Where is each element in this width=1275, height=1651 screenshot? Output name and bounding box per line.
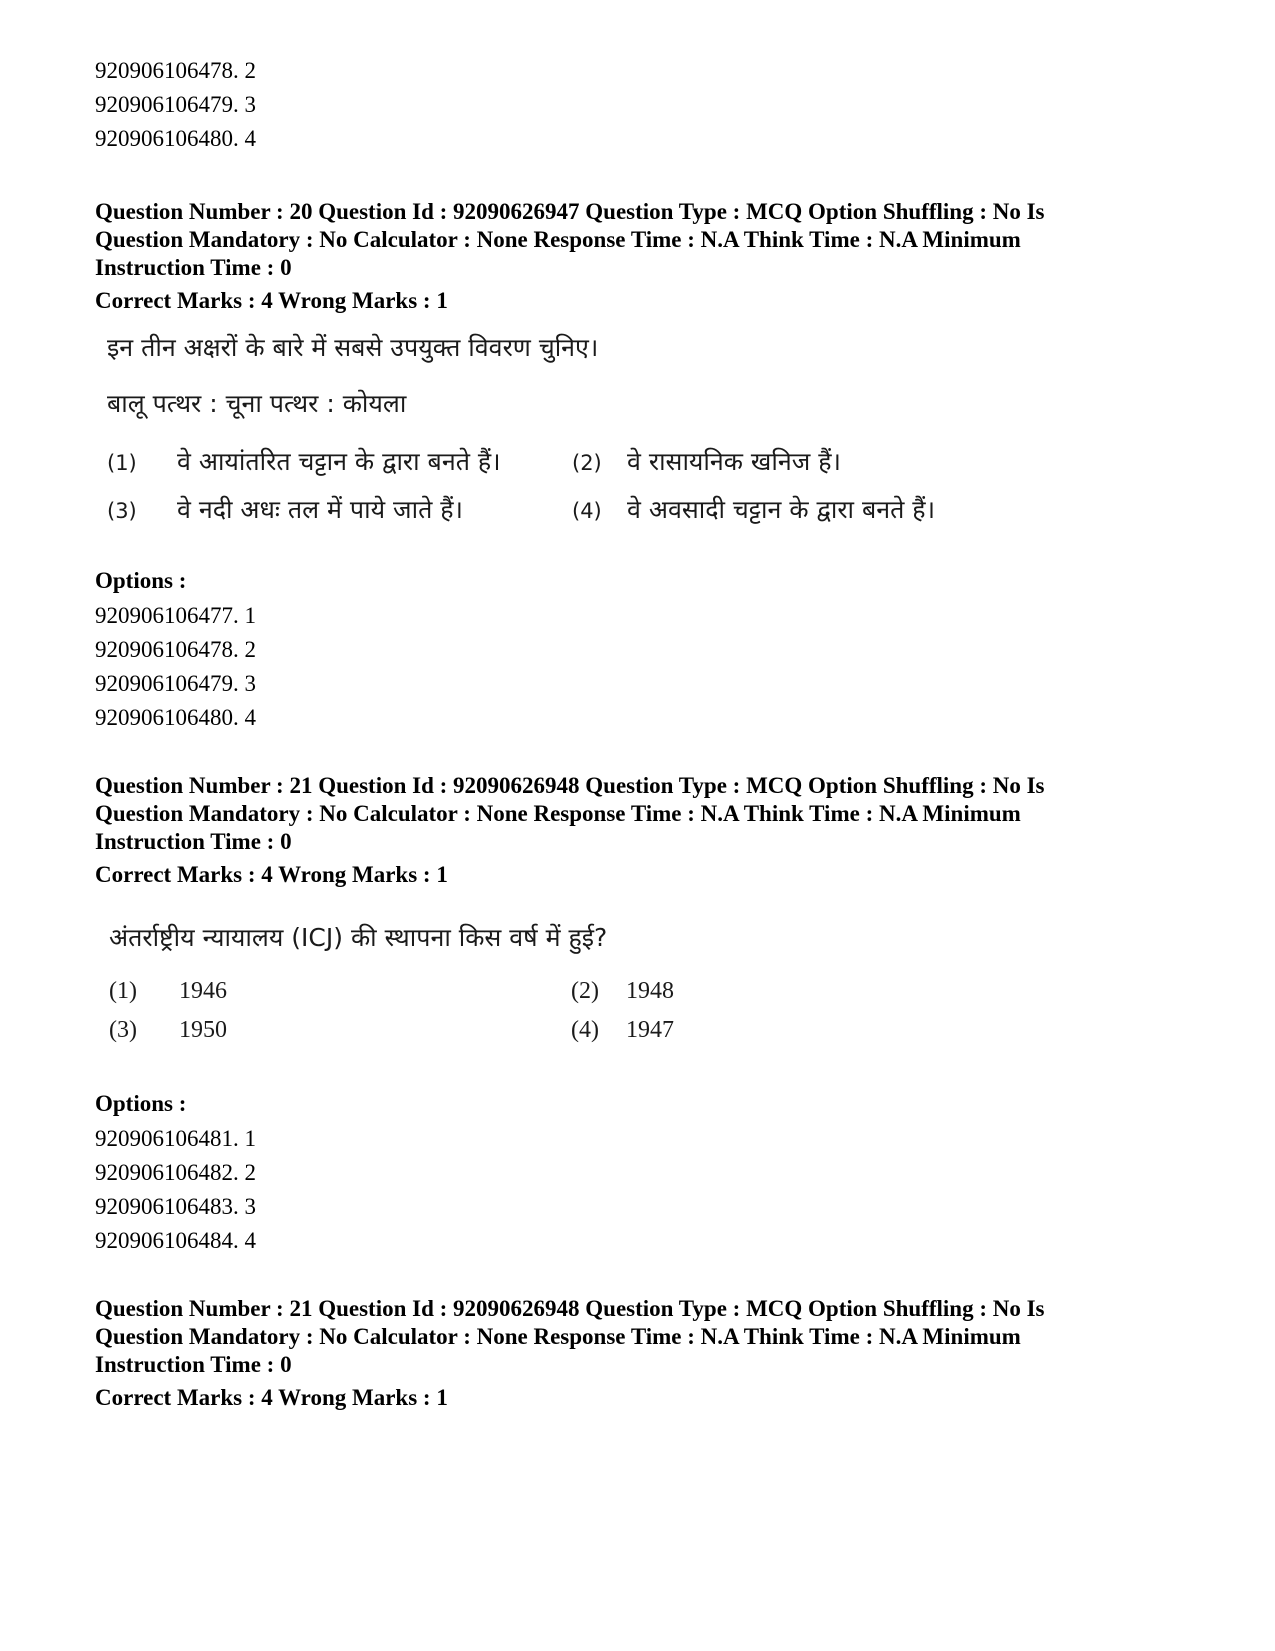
choice-text: वे नदी अधः तल में पाये जाते हैं। bbox=[177, 495, 464, 524]
question-21-repeat-header bbox=[95, 1295, 1115, 1412]
choice-text: 1947 bbox=[626, 1017, 674, 1043]
question-marks: Correct Marks : 4 Wrong Marks : 1 bbox=[95, 288, 448, 313]
question-21-image bbox=[109, 922, 1009, 1052]
choice-text: वे अवसादी चट्टान के द्वारा बनते हैं। bbox=[627, 495, 936, 524]
option-line: 920906106482. 2 bbox=[95, 1160, 256, 1185]
choice-number: (2) bbox=[572, 451, 602, 475]
option-line: 920906106479. 3 bbox=[95, 671, 256, 696]
option-line: 920906106484. 4 bbox=[95, 1228, 256, 1253]
choice-1 bbox=[109, 978, 227, 1005]
option-line: 920906106480. 4 bbox=[95, 705, 256, 730]
option-line: 920906106478. 2 bbox=[95, 637, 256, 662]
choice-number: (3) bbox=[107, 499, 137, 523]
top-options-list bbox=[95, 54, 256, 156]
choice-number: (1) bbox=[107, 451, 137, 475]
choice-3 bbox=[109, 1017, 227, 1044]
choice-4 bbox=[571, 1017, 674, 1044]
choice-text: वे रासायनिक खनिज हैं। bbox=[627, 447, 841, 476]
option-line: 920906106480. 4 bbox=[95, 126, 256, 151]
document-page bbox=[95, 0, 1215, 1651]
choice-1 bbox=[107, 444, 501, 478]
question-text: इन तीन अक्षरों के बारे में सबसे उपयुक्त विवरण चुनिए। bbox=[107, 333, 599, 362]
question-marks: Correct Marks : 4 Wrong Marks : 1 bbox=[95, 862, 448, 887]
choice-text: वे आयांतरित चट्टान के द्वारा बनते हैं। bbox=[177, 447, 501, 476]
choice-text: 1948 bbox=[626, 978, 674, 1004]
choice-number: (4) bbox=[571, 1017, 599, 1043]
question-meta: Question Number : 20 Question Id : 92090626947 Question Type : MCQ Option Shuffling : No Is Question Mandatory : No Calculator : None Response Time : N.A Think Time : N.A Minimum Instruction Time : 0 bbox=[95, 199, 1045, 280]
question-text: अंतर्राष्ट्रीय न्यायालय (ICJ) की स्थापना किस वर्ष में हुई? bbox=[109, 923, 608, 952]
option-line: 920906106483. 3 bbox=[95, 1194, 256, 1219]
choice-4 bbox=[572, 492, 935, 526]
question-meta: Question Number : 21 Question Id : 92090626948 Question Type : MCQ Option Shuffling : No Is Question Mandatory : No Calculator : None Response Time : N.A Think Time : N.A Minimum Instruction Time : 0 bbox=[95, 773, 1045, 854]
option-line: 920906106477. 1 bbox=[95, 603, 256, 628]
question-20-image bbox=[107, 332, 1107, 532]
choice-number: (4) bbox=[572, 499, 602, 523]
choice-text: 1950 bbox=[179, 1017, 227, 1043]
choice-2 bbox=[571, 978, 674, 1005]
question-21-options bbox=[95, 1090, 256, 1258]
question-20-header bbox=[95, 198, 1115, 315]
choice-2 bbox=[572, 444, 841, 478]
choice-number: (3) bbox=[109, 1017, 137, 1043]
question-20-options bbox=[95, 567, 256, 735]
question-marks: Correct Marks : 4 Wrong Marks : 1 bbox=[95, 1385, 448, 1410]
option-line: 920906106479. 3 bbox=[95, 92, 256, 117]
option-line: 920906106481. 1 bbox=[95, 1126, 256, 1151]
question-21-header bbox=[95, 772, 1115, 889]
question-meta: Question Number : 21 Question Id : 92090626948 Question Type : MCQ Option Shuffling : No Is Question Mandatory : No Calculator : None Response Time : N.A Think Time : N.A Minimum Instruction Time : 0 bbox=[95, 1296, 1045, 1377]
options-label: Options : bbox=[95, 1091, 187, 1116]
choice-number: (1) bbox=[109, 978, 137, 1004]
choice-number: (2) bbox=[571, 978, 599, 1004]
choice-3 bbox=[107, 492, 463, 526]
options-label: Options : bbox=[95, 568, 187, 593]
question-subtext: बालू पत्थर : चूना पत्थर : कोयला bbox=[107, 389, 407, 418]
option-line: 920906106478. 2 bbox=[95, 58, 256, 83]
choice-text: 1946 bbox=[179, 978, 227, 1004]
